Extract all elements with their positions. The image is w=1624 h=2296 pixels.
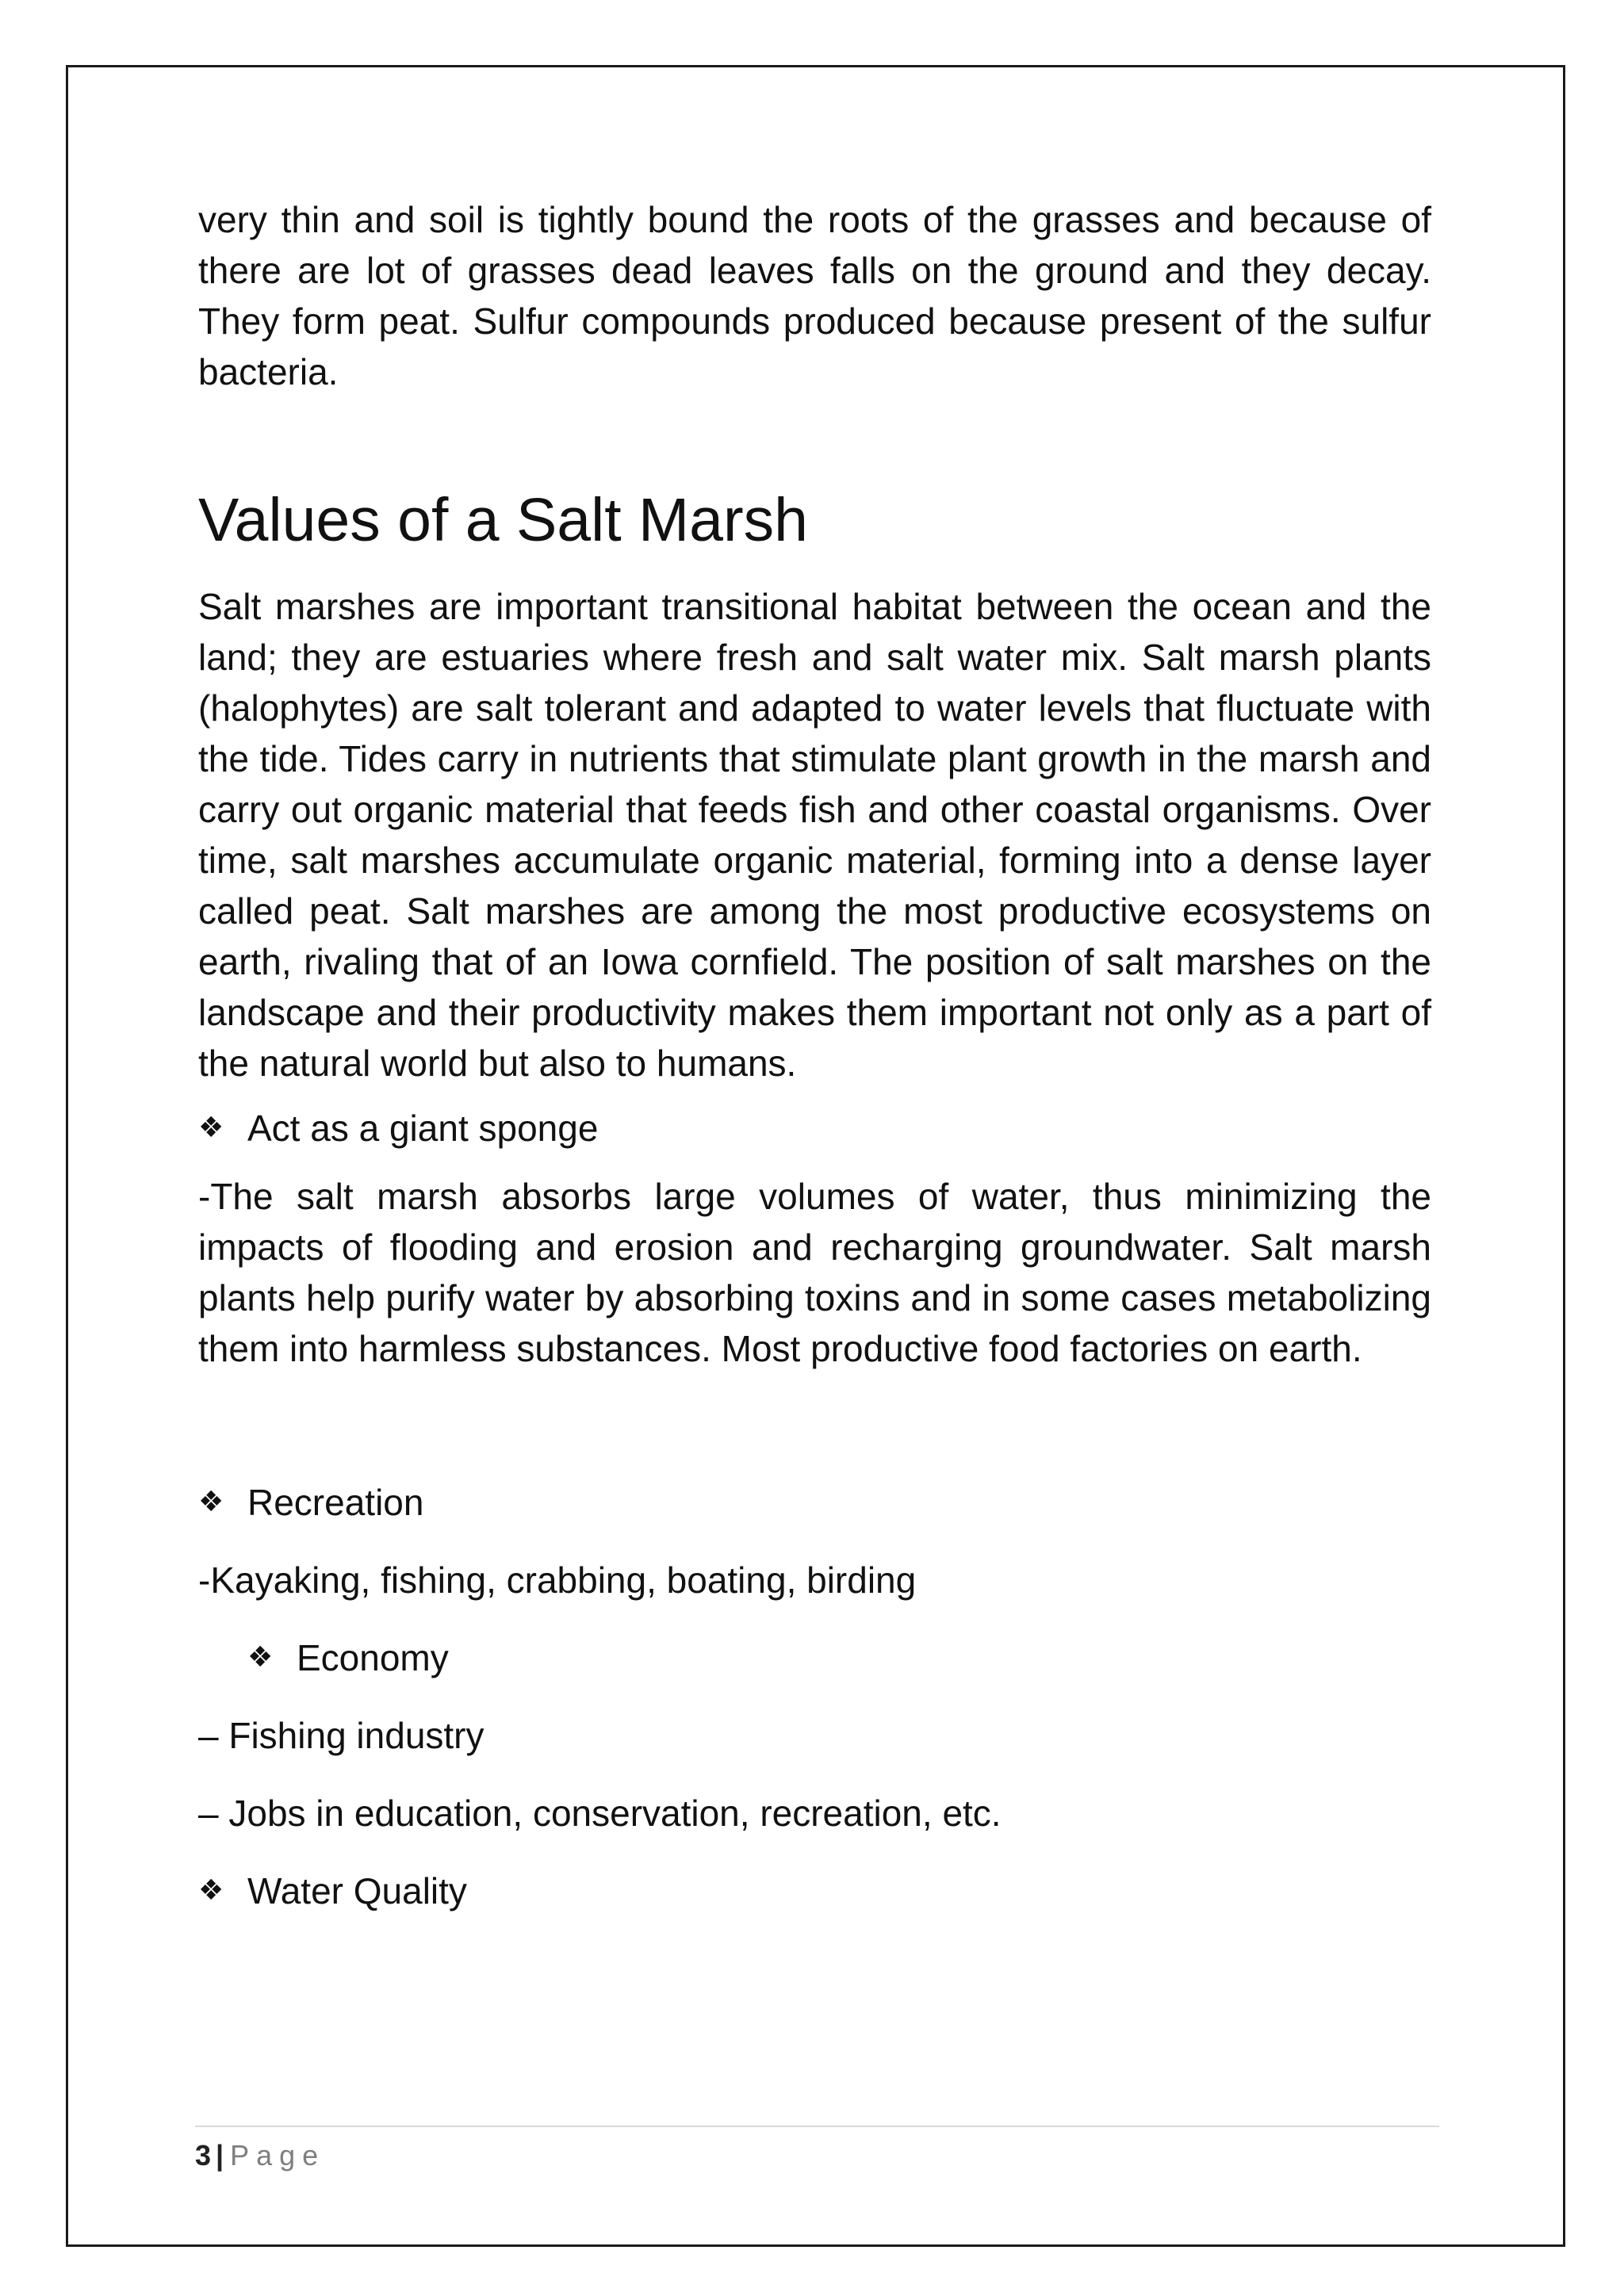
- economy-line-2: – Jobs in education, conservation, recreation, etc.: [198, 1793, 1002, 1834]
- page-footer: [195, 2126, 1439, 2173]
- recreation-heading: Recreation: [247, 1482, 424, 1523]
- bullet-sponge: [198, 1103, 1431, 1154]
- diamond-bullet-icon: ❖: [247, 1641, 274, 1674]
- page-number: 3: [195, 2139, 212, 2172]
- diamond-bullet-icon: ❖: [198, 1874, 224, 1907]
- diamond-bullet-icon: ❖: [198, 1486, 224, 1518]
- intro-paragraph: very thin and soil is tightly bound the roots of the grasses and because of there are lot of grasses dead leaves falls on the ground and they decay. They form peat. Sulfur compounds produced because present of the sulfur bacteria.: [198, 199, 1431, 392]
- page-label: Page: [230, 2139, 326, 2172]
- bullet-economy: [198, 1632, 1431, 1683]
- bullet-water-quality: [198, 1866, 1431, 1916]
- document-body: [198, 194, 1431, 1916]
- section-paragraph: Salt marshes are important transitional habitat between the ocean and the land; they are estuaries where fresh and salt water mix. Salt marsh plants (halophytes) are salt tolerant and adapted to water levels that fluctuate with the tide. Tides carry in nutrients that stimulate plant growth in the marsh and carry out organic material that feeds fish and other coastal organisms. Over time, salt marshes accumulate organic material, forming into a dense layer called peat. Salt marshes are among the most productive ecosystems on earth, rivaling that of an Iowa cornfield. The position of salt marshes on the landscape and their productivity makes them important not only as a part of the natural world but also to humans.: [198, 586, 1431, 1084]
- water-quality-heading: Water Quality: [247, 1870, 467, 1911]
- bullet-recreation: [198, 1477, 1431, 1528]
- diamond-bullet-icon: ❖: [198, 1112, 224, 1144]
- footer-separator: |: [216, 2139, 224, 2172]
- sponge-heading: Act as a giant sponge: [247, 1108, 599, 1149]
- recreation-text: -Kayaking, fishing, crabbing, boating, birding: [198, 1559, 917, 1601]
- economy-heading: Economy: [297, 1637, 449, 1678]
- sponge-paragraph: -The salt marsh absorbs large volumes of water, thus minimizing the impacts of flooding and erosion and recharging groundwater. Salt marsh plants help purify water by absorbing toxins and in some cases metabolizing them into harmless substances. Most productive food factories on earth.: [198, 1176, 1431, 1369]
- section-title: Values of a Salt Marsh: [198, 486, 808, 554]
- economy-line-1: – Fishing industry: [198, 1715, 485, 1756]
